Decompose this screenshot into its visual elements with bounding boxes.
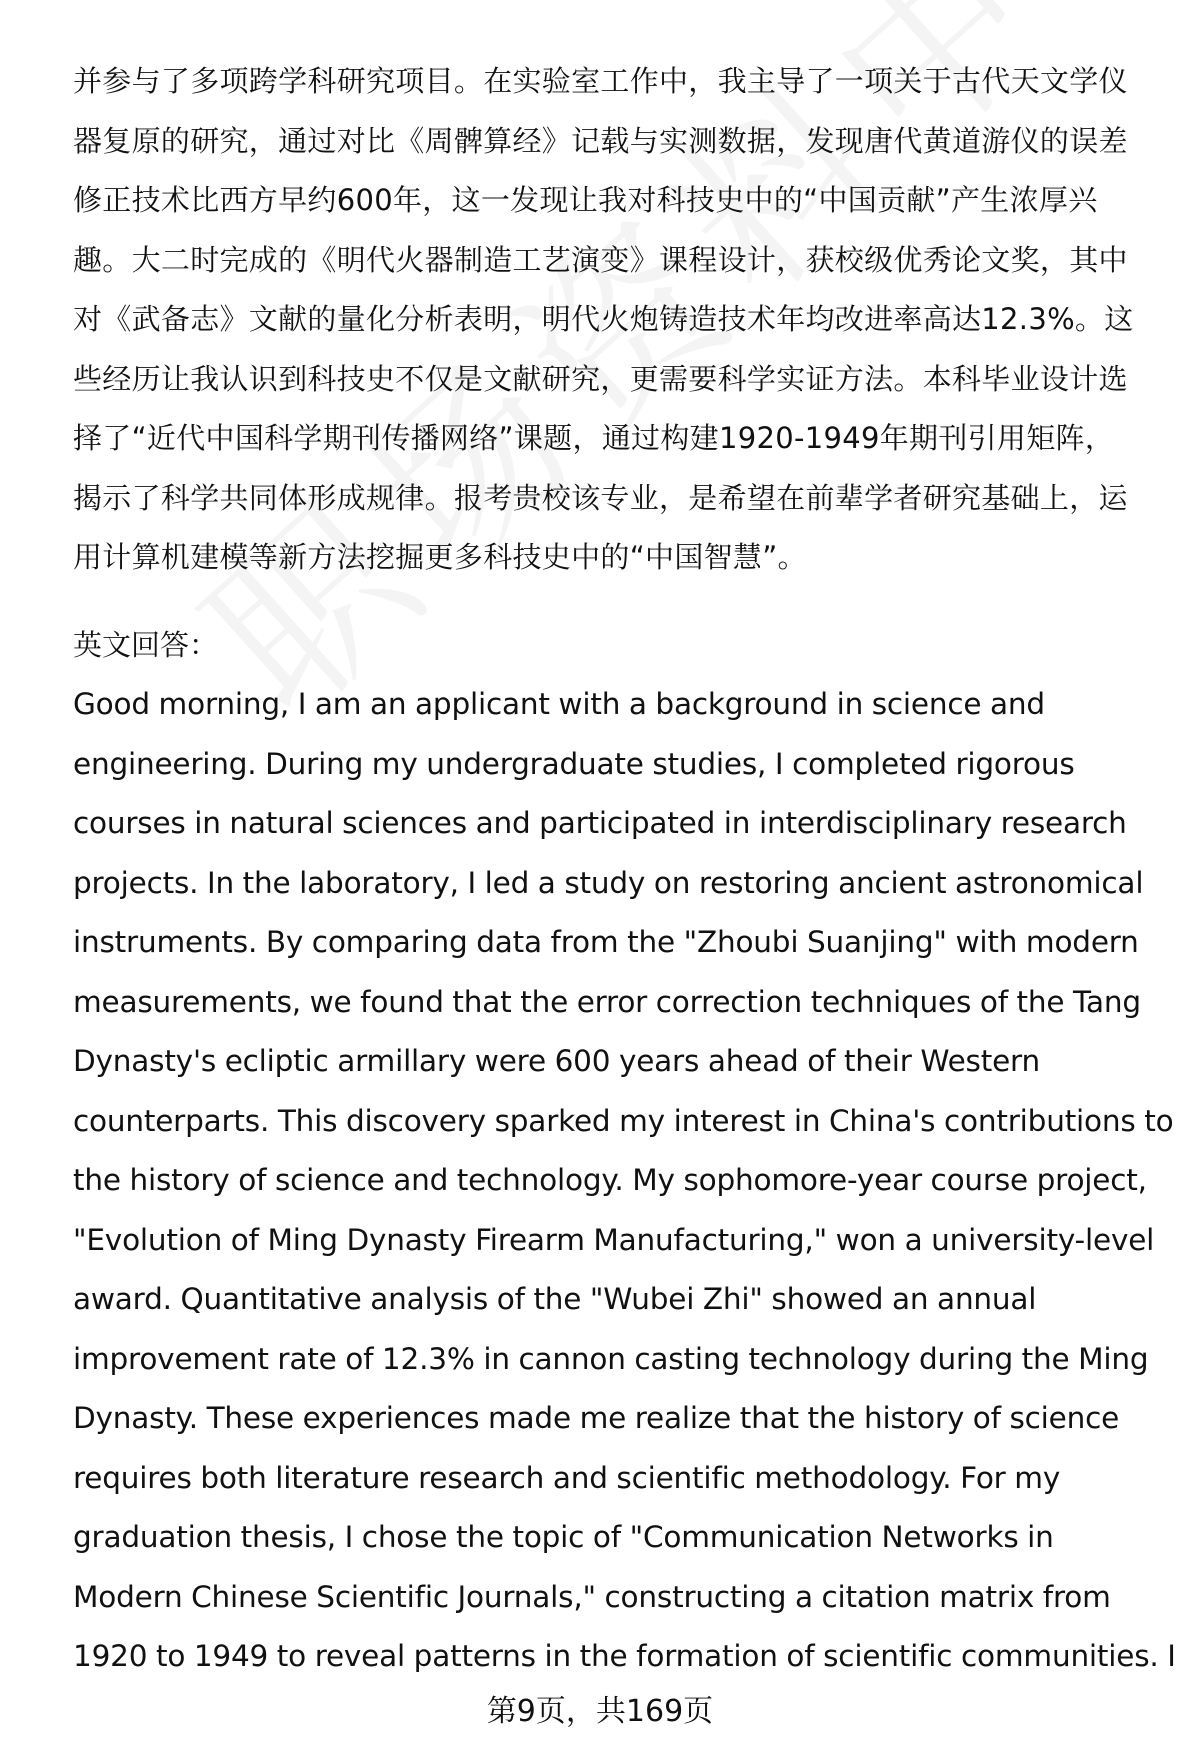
paragraph-line: counterparts. This discovery sparked my interest in China's contributions to [73, 1103, 1174, 1138]
paragraph-line: 修正技术比西方早约600年，这一发现让我对科技史中的“中国贡献”产生浓厚兴 [73, 183, 1098, 217]
paragraph-line: award. Quantitative analysis of the "Wubei Zhi" showed an annual [73, 1282, 1037, 1316]
paragraph-line: 揭示了科学共同体形成规律。报考贵校该专业，是希望在前辈学者研究基础上，运 [73, 480, 1128, 515]
paragraph-line: 用计算机建模等新方法挖掘更多科技史中的“中国智慧”。 [73, 540, 807, 574]
paragraph-line: "Evolution of Ming Dynasty Firearm Manufacturing," won a university-level [73, 1222, 1155, 1257]
paragraph-line: 趣。大二时完成的《明代火器制造工艺演变》课程设计，获校级优秀论文奖，其中 [73, 242, 1128, 277]
paragraph-line: the history of science and technology. My sophomore-year course project, [73, 1163, 1147, 1197]
paragraph-line: Dynasty. These experiences made me realize that the history of science [73, 1401, 1120, 1435]
paragraph-line: 器复原的研究，通过对比《周髀算经》记载与实测数据，发现唐代黄道游仪的误差 [73, 123, 1128, 158]
paragraph-line: 1920 to 1949 to reveal patterns in the formation of scientific communities. I [73, 1639, 1176, 1673]
paragraph-line: 些经历让我认识到科技史不仅是文献研究，更需要科学实证方法。本科毕业设计选 [73, 361, 1128, 396]
paragraph-line: projects. In the laboratory, I led a study on restoring ancient astronomical [73, 865, 1144, 900]
paragraph-line: graduation thesis, I chose the topic of "Communication Networks in [73, 1520, 1054, 1554]
paragraph-line: 并参与了多项跨学科研究项目。在实验室工作中，我主导了一项关于古代天文学仪 [73, 64, 1128, 98]
document-body [73, 52, 1176, 1687]
paragraph-line: courses in natural sciences and participated in interdisciplinary research [73, 806, 1127, 840]
english-answer-paragraph [73, 675, 1176, 1687]
paragraph-line: 择了“近代中国科学期刊传播网络”课题，通过构建1920-1949年期刊引用矩阵， [73, 421, 1115, 455]
paragraph-line: Good morning, I am an applicant with a background in science and [73, 687, 1045, 721]
chinese-answer-paragraph [73, 52, 1153, 588]
paragraph-line: 对《武备志》文献的量化分析表明，明代火炮铸造技术年均改进率高达12.3%。这 [73, 302, 1134, 336]
paragraph-line: instruments. By comparing data from the "Zhoubi Suanjing" with modern [73, 925, 1139, 959]
english-answer-label: 英文回答： [73, 627, 219, 662]
page-number-footer: 第9页，共169页 [486, 1694, 714, 1729]
paragraph-line: Modern Chinese Scientific Journals," constructing a citation matrix from [73, 1579, 1111, 1614]
paragraph-line: improvement rate of 12.3% in cannon casting technology during the Ming [73, 1341, 1149, 1376]
paragraph-line: engineering. During my undergraduate studies, I completed rigorous [73, 746, 1075, 781]
paragraph-line: Dynasty's ecliptic armillary were 600 years ahead of their Western [73, 1044, 1040, 1078]
paragraph-line: requires both literature research and scientific methodology. For my [73, 1460, 1061, 1495]
paragraph-line: measurements, we found that the error correction techniques of the Tang [73, 984, 1141, 1019]
